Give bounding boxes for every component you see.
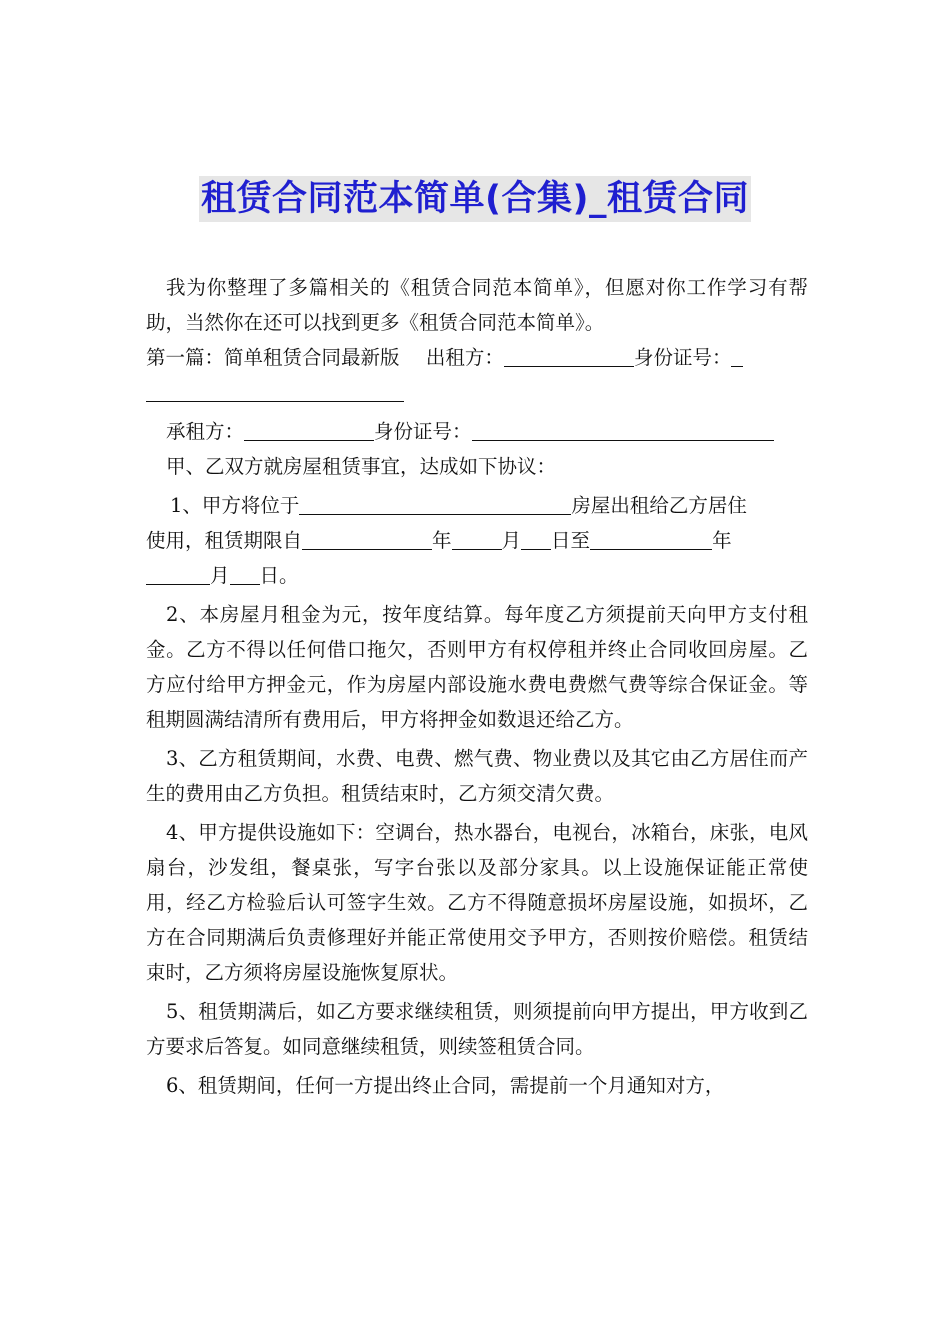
lessor-blank — [504, 344, 634, 367]
year-label-1: 年 — [432, 529, 452, 552]
lessee-line — [146, 414, 808, 449]
day-label-1: 日至 — [551, 529, 591, 552]
year-label-2: 年 — [712, 529, 732, 552]
agreement-statement: 甲、乙双方就房屋租赁事宜，达成如下协议： — [166, 455, 557, 478]
clause-1-text-c: 使用，租赁期限自 — [146, 529, 303, 552]
document-body — [146, 270, 808, 1103]
start-month-blank — [452, 527, 502, 550]
lessor-id-blank-start — [731, 344, 743, 367]
title-container — [0, 176, 950, 222]
lessor-id-continuation — [146, 375, 808, 410]
clause-1-line-2 — [146, 523, 808, 558]
clause-1 — [146, 488, 808, 593]
intro-line-2: 学习有帮助，当然你在还可以找到更多《租赁合同范本简单》。 — [146, 276, 808, 334]
end-month-blank — [146, 562, 210, 585]
day-label-2: 日。 — [259, 564, 299, 587]
chapter-heading-line — [146, 340, 808, 375]
intro-line-1: 我为你整理了多篇相关的《租赁合同范本简单》，但愿对你工作 — [166, 276, 728, 299]
month-label-2: 月 — [210, 564, 230, 587]
lessee-id-blank — [472, 418, 774, 441]
end-year-blank — [590, 527, 712, 550]
lessor-id-label: 身份证号： — [633, 346, 732, 369]
lessor-label: 出租方： — [425, 346, 504, 369]
address-blank — [299, 492, 571, 515]
clause-4: 4、甲方提供设施如下：空调台，热水器台，电视台，冰箱台，床张，电风扇台，沙发组，餐桌张，写字台张以及部分家具。以上设施保证能正常使用，经乙方检验后认可签字生效。乙方不得随意损坏房屋设施，如损坏，乙方在合同期满后负责修理好并能正常使用交予甲方，否则按价赔偿。租赁结束时，乙方须将房屋设施恢复原状。 — [146, 821, 808, 984]
start-year-blank — [302, 527, 432, 550]
lessee-id-label: 身份证号： — [374, 420, 472, 443]
clause-5: 5、租赁期满后，如乙方要求继续租赁，则须提前向甲方提出，甲方收到乙方要求后答复。如同意继续租赁，则续签租赁合同。 — [146, 1000, 808, 1058]
clause-1-line-3 — [146, 558, 808, 593]
clause-1-line-1 — [146, 488, 808, 523]
lessee-blank — [244, 418, 374, 441]
chapter-heading: 第一篇：简单租赁合同最新版 — [146, 346, 400, 369]
clause-2: 2、本房屋月租金为元，按年度结算。每年度乙方须提前天向甲方支付租金。乙方不得以任何借口拖欠，否则甲方有权停租并终止合同收回房屋。乙方应付给甲方押金元，作为房屋内部设施水费电费燃气费等综合保证金。等租期圆满结清所有费用后，甲方将押金如数退还给乙方。 — [146, 603, 808, 731]
clause-3: 3、乙方租赁期间，水费、电费、燃气费、物业费以及其它由乙方居住而产生的费用由乙方负担。租赁结束时，乙方须交清欠费。 — [146, 747, 808, 805]
end-day-blank — [230, 562, 260, 585]
start-day-blank — [521, 527, 551, 550]
document-title: 租赁合同范本简单(合集)_租赁合同 — [199, 176, 751, 222]
clause-1-text-a: 1、甲方将位于 — [170, 494, 300, 517]
clause-6: 6、租赁期间，任何一方提出终止合同，需提前一个月通知对方， — [166, 1074, 725, 1097]
lessor-id-blank — [146, 379, 404, 402]
lessee-label: 承租方： — [166, 420, 245, 443]
clause-1-text-b: 房屋出租给乙方居住 — [571, 494, 747, 517]
month-label-1: 月 — [501, 529, 522, 552]
intro-paragraph — [146, 270, 808, 340]
